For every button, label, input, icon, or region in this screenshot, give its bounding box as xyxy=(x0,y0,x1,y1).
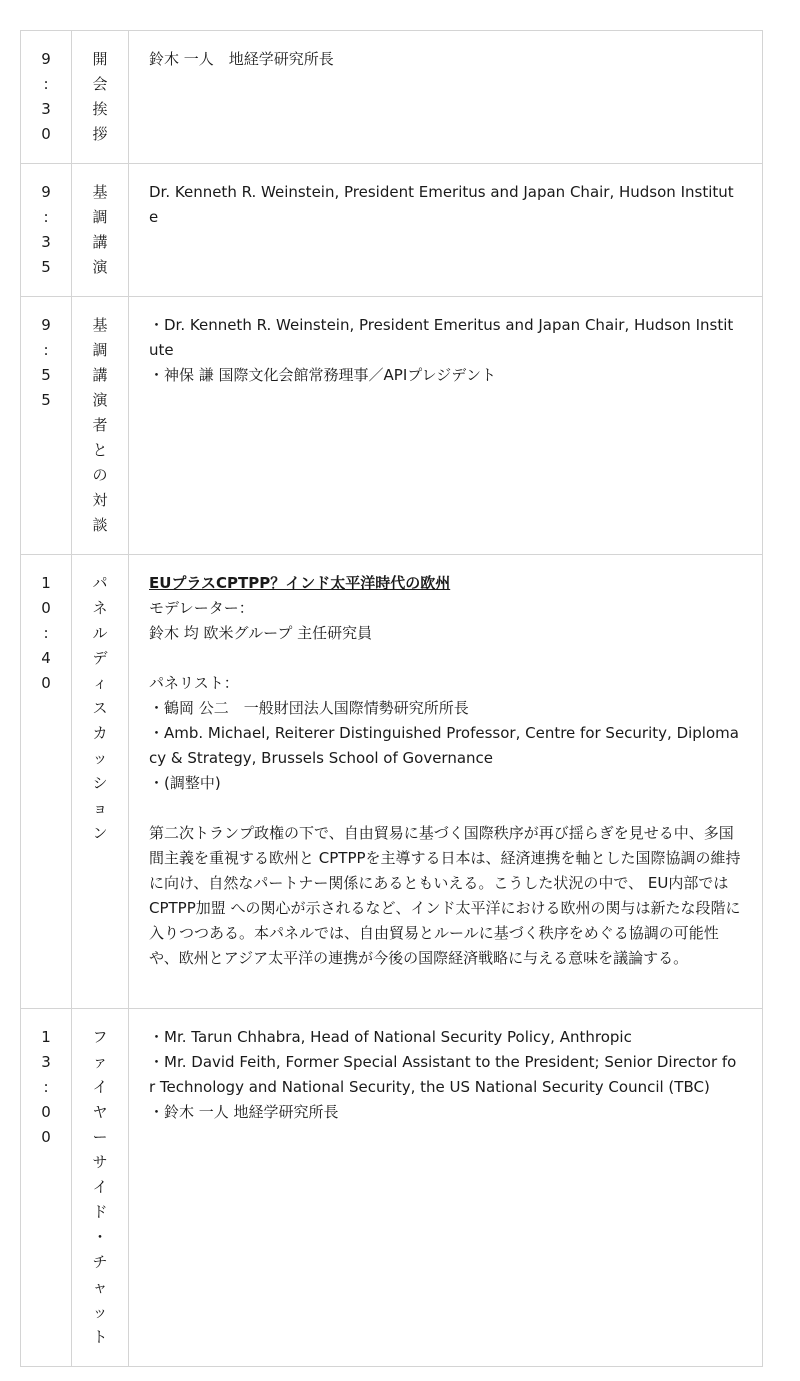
speaker-line: ・Mr. David Feith, Former Special Assistant to the President; Senior Director for Technology and National Security, the US National Security Council (TBC) xyxy=(149,1053,737,1096)
vertical-char: 基 xyxy=(92,316,108,334)
session-time xyxy=(21,571,71,696)
vertical-char: ィ xyxy=(92,674,108,692)
details-cell xyxy=(129,31,763,164)
vertical-char: 0 xyxy=(41,1103,51,1121)
panel-title: EUプラスCPTPP？インド太平洋時代の欧州 xyxy=(149,574,451,592)
vertical-char: 会 xyxy=(92,75,108,93)
vertical-char: ヤ xyxy=(92,1103,108,1121)
details-cell xyxy=(129,1009,763,1367)
vertical-char: 5 xyxy=(41,258,51,276)
spacer xyxy=(149,796,742,821)
spacer xyxy=(149,646,742,671)
vertical-char: ル xyxy=(92,624,108,642)
vertical-char: 挨 xyxy=(92,100,108,118)
details-cell xyxy=(129,164,763,297)
vertical-char: : xyxy=(43,1078,49,1096)
type-cell xyxy=(72,297,129,555)
vertical-char: 開 xyxy=(92,50,108,68)
session-type xyxy=(72,180,128,280)
vertical-char: ョ xyxy=(92,799,108,817)
type-cell xyxy=(72,164,129,297)
vertical-char: 調 xyxy=(92,208,108,226)
vertical-char: 3 xyxy=(41,100,51,118)
program-schedule-table xyxy=(20,30,763,1367)
time-cell xyxy=(21,1009,72,1367)
vertical-char: チ xyxy=(92,1253,108,1271)
speaker-line: ・Dr. Kenneth R. Weinstein, President Emeritus and Japan Chair, Hudson Institute xyxy=(149,316,734,359)
vertical-char: 0 xyxy=(41,125,51,143)
vertical-char: の xyxy=(92,466,108,484)
time-cell xyxy=(21,555,72,1009)
vertical-char: 講 xyxy=(92,366,108,384)
session-time xyxy=(21,180,71,280)
speaker-line: 鈴木 一人 地経学研究所長 xyxy=(149,50,334,68)
vertical-char: デ xyxy=(92,649,108,667)
vertical-char: 0 xyxy=(41,599,51,617)
vertical-char: と xyxy=(92,441,108,459)
session-type xyxy=(72,47,128,147)
speaker-line: ・鈴木 一人 地経学研究所長 xyxy=(149,1103,339,1121)
vertical-char: 者 xyxy=(92,416,108,434)
vertical-char: 5 xyxy=(41,391,51,409)
vertical-char: 講 xyxy=(92,233,108,251)
vertical-char: サ xyxy=(92,1153,108,1171)
vertical-char: ネ xyxy=(92,599,108,617)
session-time xyxy=(21,47,71,147)
type-cell xyxy=(72,555,129,1009)
vertical-char: : xyxy=(43,341,49,359)
vertical-char: ド xyxy=(92,1203,108,1221)
vertical-char: 3 xyxy=(41,233,51,251)
moderator-name: 鈴木 均 欧米グループ 主任研究員 xyxy=(149,624,373,642)
time-cell xyxy=(21,164,72,297)
time-cell xyxy=(21,31,72,164)
schedule-row-opening xyxy=(21,31,763,164)
vertical-char: ッ xyxy=(92,749,108,767)
vertical-char: 5 xyxy=(41,366,51,384)
vertical-char: 拶 xyxy=(92,125,108,143)
panelist-line: ・鶴岡 公二 一般財団法人国際情勢研究所所長 xyxy=(149,699,469,717)
vertical-char: 0 xyxy=(41,1128,51,1146)
schedule-row-panel xyxy=(21,555,763,1009)
speaker-line: Dr. Kenneth R. Weinstein, President Emeritus and Japan Chair, Hudson Institute xyxy=(149,183,734,226)
panelist-line: ・Amb. Michael, Reiterer Distinguished Professor, Centre for Security, Diplomacy & Strategy, Brussels School of Governance xyxy=(149,724,739,767)
vertical-char: 4 xyxy=(41,649,51,667)
vertical-char: ト xyxy=(92,1328,108,1346)
vertical-char: ン xyxy=(92,824,108,842)
session-time xyxy=(21,1025,71,1150)
details-cell xyxy=(129,555,763,1009)
vertical-char: 9 xyxy=(41,50,51,68)
type-cell xyxy=(72,31,129,164)
session-time xyxy=(21,313,71,413)
vertical-char: 談 xyxy=(92,516,108,534)
vertical-char: 3 xyxy=(41,1053,51,1071)
panelists-label: パネリスト： xyxy=(149,674,239,692)
vertical-char: ・ xyxy=(92,1228,108,1246)
vertical-char: パ xyxy=(92,574,108,592)
vertical-char: : xyxy=(43,75,49,93)
vertical-char: 1 xyxy=(41,1028,51,1046)
time-cell xyxy=(21,297,72,555)
vertical-char: : xyxy=(43,624,49,642)
vertical-char: 基 xyxy=(92,183,108,201)
vertical-char: 9 xyxy=(41,183,51,201)
session-type xyxy=(72,313,128,538)
vertical-char: シ xyxy=(92,774,108,792)
vertical-char: ー xyxy=(92,1128,108,1146)
panel-description: 第二次トランプ政権の下で、自由貿易に基づく国際秩序が再び揺らぎを見せる中、多国間主義を重視する欧州と CPTPPを主導する日本は、経済連携を軸とした国際協調の維持に向け、自然なパートナー関係にあるともいえる。こうした状況の中で、 EU内部では CPTPP加盟 への関心が示されるなど、インド太平洋における欧州の関与は新たな段階に入りつつある。本パネルでは、自由貿易とルールに基づく秩序をめぐる協調の可能性や、欧州とアジア太平洋の連携が今後の国際経済戦略に与える意味を議論する。 xyxy=(149,824,741,967)
schedule-row-dialogue xyxy=(21,297,763,555)
vertical-char: イ xyxy=(92,1178,108,1196)
type-cell xyxy=(72,1009,129,1367)
session-type xyxy=(72,1025,128,1350)
details-cell xyxy=(129,297,763,555)
vertical-char: イ xyxy=(92,1078,108,1096)
moderator-label: モデレーター： xyxy=(149,599,254,617)
session-type xyxy=(72,571,128,846)
speaker-line: ・Mr. Tarun Chhabra, Head of National Security Policy, Anthropic xyxy=(149,1028,632,1046)
vertical-char: ャ xyxy=(92,1278,108,1296)
vertical-char: 演 xyxy=(92,258,108,276)
speaker-line: ・神保 謙 国際文化会館常務理事／APIプレジデント xyxy=(149,366,496,384)
vertical-char: ァ xyxy=(92,1053,108,1071)
vertical-char: 演 xyxy=(92,391,108,409)
vertical-char: フ xyxy=(92,1028,108,1046)
vertical-char: : xyxy=(43,208,49,226)
vertical-char: 1 xyxy=(41,574,51,592)
panelist-line: ・(調整中) xyxy=(149,774,221,792)
vertical-char: 0 xyxy=(41,674,51,692)
vertical-char: ッ xyxy=(92,1303,108,1321)
vertical-char: ス xyxy=(92,699,108,717)
vertical-char: 調 xyxy=(92,341,108,359)
vertical-char: カ xyxy=(92,724,108,742)
schedule-row-keynote xyxy=(21,164,763,297)
vertical-char: 9 xyxy=(41,316,51,334)
schedule-row-fireside xyxy=(21,1009,763,1367)
vertical-char: 対 xyxy=(92,491,108,509)
